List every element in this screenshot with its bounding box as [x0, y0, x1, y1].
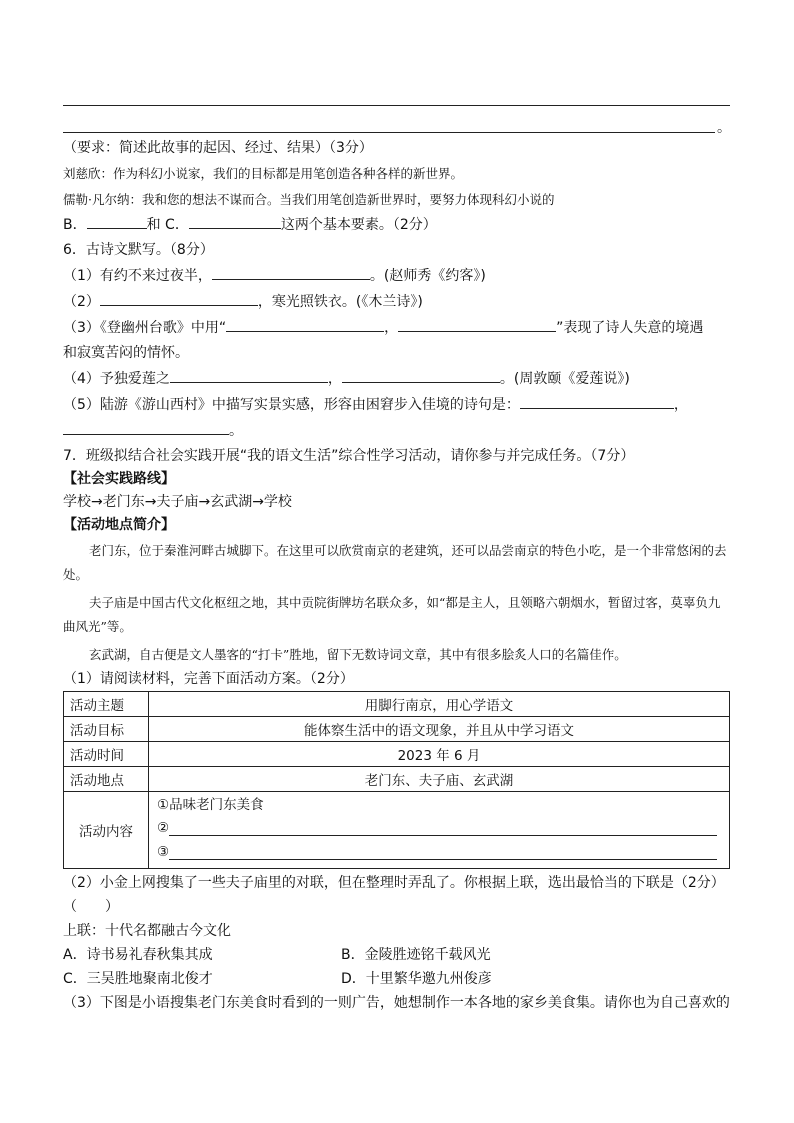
answer-line-row	[63, 112, 730, 134]
option-c-label: 和 C．	[146, 217, 189, 233]
q6-line-5-cont	[63, 420, 730, 441]
table-row	[64, 767, 730, 792]
theme-value: 用脚行南京，用心学语文	[149, 692, 730, 717]
story-requirement: （要求：简述此故事的起因、经过、结果）（3分）	[63, 140, 373, 156]
q6-l5-end: 。	[229, 423, 243, 439]
goal-label: 活动目标	[64, 717, 149, 742]
intro-laomendong: 老门东，位于秦淮河畔古城脚下。在这里可以欣赏南京的老建筑，还可以品尝南京的特色小吃，是一个非常悠闲的去处。	[63, 543, 727, 582]
theme-label: 活动主题	[64, 692, 149, 717]
q6-line-4	[63, 368, 730, 389]
q6-line-3-cont: 和寂寞苦闷的情怀。	[63, 345, 189, 361]
q5-blank-line	[63, 214, 730, 235]
content-cell	[149, 792, 730, 869]
q6-line-1	[63, 265, 730, 286]
q6-l1-suffix: 。(赵师秀《约客》)	[369, 268, 486, 284]
goal-value: 能体察生活中的语文现象，并且从中学习语文	[149, 717, 730, 742]
q6-line-2	[63, 291, 730, 312]
options-row-1	[63, 945, 730, 965]
q6-l5-mid: ，	[673, 397, 688, 413]
q6-l3-mid: ，	[384, 320, 399, 336]
blank-q6-4b[interactable]	[342, 368, 500, 383]
q7-title: 7．班级拟结合社会实践开展“我的语文生活”综合性学习活动，请你参与并完成任务。（7分）	[63, 448, 635, 464]
blank-q6-3a[interactable]	[226, 317, 384, 332]
table-row	[64, 742, 730, 767]
content-item-1: ①品味老门东美食	[157, 797, 264, 813]
upper-couplet: 上联：十代名都融古今文化	[63, 923, 231, 939]
option-d[interactable]: D．十里繁华邀九州俊彦	[341, 971, 492, 987]
intro-fuzimiao: 夫子庙是中国古代文化枢纽之地，其中贡院街牌坊名联众多，如“都是主人，且领略六朝烟水，暂留过客，莫辜负九曲风光”等。	[63, 595, 721, 634]
table-row	[64, 717, 730, 742]
route-text: 学校→老门东→夫子庙→玄武湖→学校	[63, 494, 292, 510]
route-header: 【社会实践路线】	[63, 471, 175, 487]
q6-l4-suffix: 。(周敦颐《爱莲说》)	[499, 371, 630, 387]
q6-l2-prefix: （2）	[63, 294, 100, 310]
content-item-2-row	[157, 816, 717, 840]
blank-content-2[interactable]	[169, 819, 717, 836]
place-label: 活动地点	[64, 767, 149, 792]
sub-question-2: （2）小金上网搜集了一些夫子庙里的对联，但在整理时弄乱了。你根据上联，选出最恰当的下联是（2分）	[63, 875, 725, 891]
option-c[interactable]: C．三吴胜地聚南北俊才	[63, 971, 213, 987]
q6-line-5	[63, 394, 730, 415]
q6-l3-prefix: （3）《登幽州台歌》中用“	[63, 320, 227, 336]
content-label: 活动内容	[64, 792, 149, 869]
dialogue-verne: 儒勒·凡尔纳：我和您的想法不谋而合。当我们用笔创造新世界时，要努力体现科幻小说的	[63, 192, 555, 207]
blank-b[interactable]	[87, 214, 147, 229]
blank-q6-3b[interactable]	[398, 317, 556, 332]
sub-question-3: （3）下图是小语搜集老门东美食时看到的一则广告，她想制作一本各地的家乡美食集。请你也为自己喜欢的	[63, 995, 730, 1011]
intro-xuanwuhu: 玄武湖，自古便是文人墨客的“打卡”胜地，留下无数诗词文章，其中有很多脍炙人口的名篇佳作。	[89, 647, 627, 662]
q6-line-3	[63, 317, 730, 338]
blank-q6-4a[interactable]	[170, 368, 328, 383]
option-b-label: B．	[63, 217, 87, 233]
activity-plan-table	[63, 691, 730, 869]
table-row	[64, 692, 730, 717]
option-a[interactable]: A．诗书易礼春秋集其成	[63, 947, 213, 963]
blank-q6-1[interactable]	[212, 265, 370, 280]
blank-c[interactable]	[189, 214, 281, 229]
content-item-2: ②	[157, 820, 170, 836]
period-mark: 。	[717, 120, 731, 136]
time-value: 2023 年 6 月	[149, 742, 730, 767]
option-b[interactable]: B．金陵胜迹铭千载风光	[341, 947, 491, 963]
place-value: 老门东、夫子庙、玄武湖	[149, 767, 730, 792]
options-row-2	[63, 969, 730, 989]
content-item-3-row	[157, 840, 717, 864]
q6-l3-suffix: ”表现了诗人失意的境遇	[556, 320, 704, 336]
worksheet-page	[63, 94, 730, 1013]
blank-q6-2[interactable]	[100, 291, 258, 306]
q6-l4-prefix: （4）予独爱莲之	[63, 371, 170, 387]
q6-l4-mid: ，	[327, 371, 342, 387]
answer-line[interactable]	[63, 105, 730, 106]
q6-l5-prefix: （5）陆游《游山西村》中描写实景实感，形容由困窘步入佳境的诗句是：	[63, 397, 520, 413]
sub-question-1: （1）请阅读材料，完善下面活动方案。（2分）	[63, 671, 354, 687]
q5-suffix: 这两个基本要素。（2分）	[280, 217, 437, 233]
answer-line[interactable]	[63, 132, 715, 133]
time-label: 活动时间	[64, 742, 149, 767]
q6-title: 6．古诗文默写。（8分）	[63, 242, 214, 258]
answer-paren[interactable]: （ ）	[63, 899, 119, 915]
q6-l2-suffix: ，寒光照铁衣。(《木兰诗》)	[257, 294, 423, 310]
intro-header: 【活动地点简介】	[63, 517, 175, 533]
dialogue-liu: 刘慈欣：作为科幻小说家，我们的目标都是用笔创造各种各样的新世界。	[63, 166, 464, 181]
blank-q6-5a[interactable]	[520, 394, 674, 409]
content-item-3: ③	[157, 844, 170, 860]
q6-l1-prefix: （1）有约不来过夜半，	[63, 268, 212, 284]
blank-q6-5b[interactable]	[63, 420, 229, 435]
blank-content-3[interactable]	[169, 843, 717, 860]
table-row	[64, 792, 730, 869]
